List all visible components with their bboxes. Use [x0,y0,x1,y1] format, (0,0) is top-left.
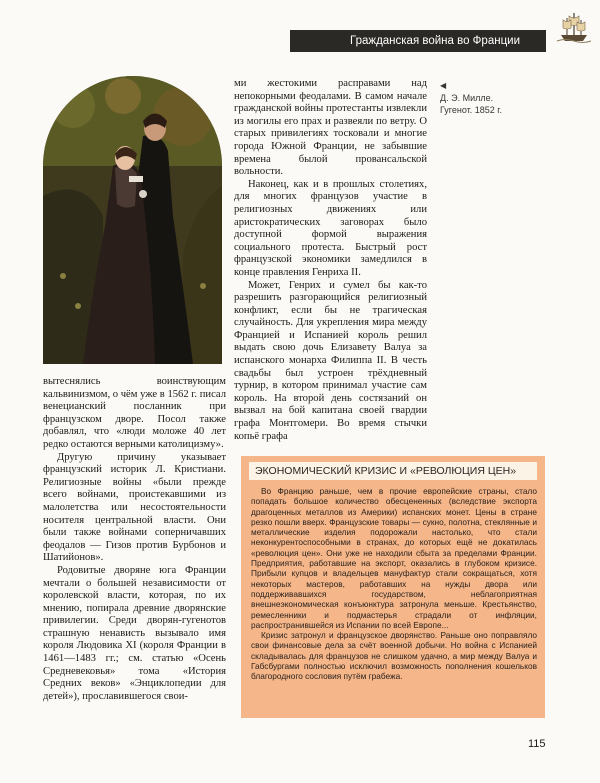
painting-illustration [43,76,222,364]
sidebar-box [241,456,545,718]
ship-icon [555,8,593,46]
image-caption [440,80,550,116]
paragraph: Может, Генрих и сумел бы как-то разрешить разгорающийся религиозный конфликт, если бы не трагическая случайность. Для укрепления мира между Францией и Испанией король решил выдать свою дочь Елизавету Валуа за испанского монарха Филиппа II. В честь свадьбы был устроен трёхдневный турнир, в котором принимал участие сам король. На второй день состязаний он вызвал на бой капитана своей гвардии графа Монтгомери. Во время стычки копьё графа [234,279,427,442]
page-number: 115 [528,738,546,750]
paragraph: вытеснялись воинствующим кальвинизмом, о чём уже в 1562 г. писал венецианский посланник при французском дворе. Посол также добавлял, что «люди моложе 40 лет редко остаются верными католицизму». [43,376,226,450]
caption-author: Д. Э. Милле. [440,93,494,103]
sidebar-paragraph: Кризис затронул и французское дворянство. Раньше оно поправляло свои финансовые дела за счёт военной добычи. Но война с Испанией складывалась для французов не слишком удачно, а мир между Валуа и Габсбургами полностью исключил возможность пополнения кошельков благородного сословия путём грабежа. [251,630,537,682]
sidebar-title: ЭКОНОМИЧЕСКИЙ КРИЗИС И «РЕВОЛЮЦИЯ ЦЕН» [249,462,537,480]
caption-arrow-icon: ◀ [440,81,447,90]
sidebar-body [251,486,537,682]
text-column-middle [234,78,427,443]
sidebar-paragraph: Во Францию раньше, чем в прочие европейские страны, стало попадать большое количество обесцененных (вследствие экспорта драгоценных металлов из Америки) испанских монет. Цены в стране резко пошли вверх. Французские товары — сукно, полотна, стеклянные и металлические изделия подорожали настолько, что стали неконкурентоспособными в странах, до которых ещё не докатилась «революция цен». Они уже не находили сбыта за пределами Франции. Предприятия, работавшие на экспорт, оказались в глубоком кризисе. Прибыли купцов и владельцев мануфактур стали сокращаться, хотя некоторых мастеров, работавших на нужды двора или поддерживавшихся государством, неблагоприятная внешнеэкономическая конъюнктура затронула меньше. Крестьянство, ремесленники и подмастерья страдали от инфляции, распространившейся из Испании по всей Европе... [251,486,537,630]
caption-work: Гугенот. 1852 г. [440,105,502,115]
paragraph: Другую причину указывает французский историк Л. Кристиани. Религиозные войны «были прежде всего войнами, проистекавшими из малолетства или несостоятельности носителя центральной власти. Они были также войнами соперничавших феодалов — Гизов против Бурбонов и Шатийонов». [43,451,226,564]
running-header [290,30,546,52]
paragraph: ми жестокими расправами над непокорными феодалами. В самом начале гражданской войны протестанты извлекли из могилы его прах и развеяли по ветру. О старых привилегиях тосковали и многие города Южной Франции, не забывшие времена былой провансальской вольности. [234,78,427,178]
painting-huguenot [43,76,222,364]
text-column-left [43,376,226,703]
paragraph: Наконец, как и в прошлых столетиях, для многих французов участие в религиозных движениях или аристократических заговорах было доступной формой выражения социального протеста. Быстрый рост французской экономики замедлился в конце правления Генриха II. [234,178,427,278]
paragraph: Родовитые дворяне юга Франции мечтали о большей независимости от королевской власти, которая, по их мнению, попирала древние дворянские привилегии. Среди дворян-гугенотов страшную ненависть вызывало имя короля Людовика XI (короля Франции в 1461—1483 гг.; см. статью «Осень Средневековья» тома «История Средних веков» «Энциклопедии для детей»), прославившегося свои- [43,564,226,702]
header-title: Гражданская война во Франции [350,35,521,47]
